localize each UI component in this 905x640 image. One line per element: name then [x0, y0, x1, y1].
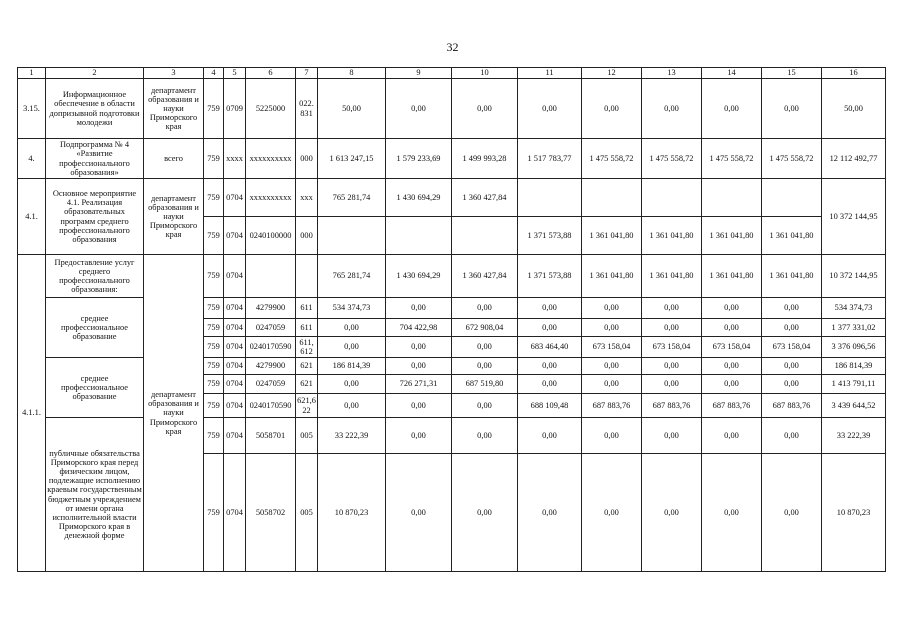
cell: 759 — [204, 337, 224, 358]
cell: 621 — [296, 358, 318, 375]
header-cell: 4 — [204, 68, 224, 79]
cell: 759 — [204, 454, 224, 572]
table-row — [18, 139, 886, 179]
cell: 534 374,73 — [318, 298, 386, 319]
cell: 0,00 — [642, 375, 702, 394]
cell: 1 361 041,80 — [762, 255, 822, 298]
cell: 0,00 — [452, 298, 518, 319]
cell: 611, 612 — [296, 337, 318, 358]
cell: 765 281,74 — [318, 179, 386, 217]
cell: 0,00 — [386, 298, 452, 319]
cell: 1 361 041,80 — [702, 255, 762, 298]
cell: 0,00 — [582, 298, 642, 319]
cell: 0,00 — [762, 358, 822, 375]
table-row — [18, 255, 886, 298]
cell: 0240170590 — [246, 337, 296, 358]
page-number: 32 — [446, 40, 459, 54]
header-cell: 11 — [518, 68, 582, 79]
cell: 0704 — [224, 394, 246, 418]
cell: 0,00 — [318, 319, 386, 337]
cell: 687 883,76 — [702, 394, 762, 418]
header-cell: 13 — [642, 68, 702, 79]
row-name: Основное мероприятие 4.1. Реализация образовательных программ среднего профессионального образования — [46, 179, 144, 255]
cell: 0,00 — [518, 298, 582, 319]
cell: 0,00 — [702, 375, 762, 394]
cell: 1 430 694,29 — [386, 179, 452, 217]
header-cell: 10 — [452, 68, 518, 79]
cell: 688 109,48 — [518, 394, 582, 418]
cell: 0,00 — [386, 394, 452, 418]
cell: 1 361 041,80 — [582, 217, 642, 255]
cell: 534 374,73 — [822, 298, 886, 319]
cell: 10 372 144,95 — [822, 255, 886, 298]
cell: 12 112 492,77 — [822, 139, 886, 179]
executor: департамент образования и науки Приморского края — [144, 79, 204, 139]
cell: 759 — [204, 139, 224, 179]
budget-table — [17, 67, 886, 572]
cell: 0,00 — [386, 418, 452, 454]
cell: 621,6 22 — [296, 394, 318, 418]
cell: 0,00 — [582, 375, 642, 394]
cell: 0,00 — [702, 319, 762, 337]
cell: 1 360 427,84 — [452, 255, 518, 298]
row-number: 3.15. — [18, 79, 46, 139]
header-cell: 14 — [702, 68, 762, 79]
row-name: Предоставление услуг среднего профессионального образования: — [46, 255, 144, 298]
cell: 0,00 — [318, 394, 386, 418]
cell — [702, 179, 762, 217]
cell: 0,00 — [318, 375, 386, 394]
cell: 3 439 644,52 — [822, 394, 886, 418]
cell: 0,00 — [452, 454, 518, 572]
cell: 726 271,31 — [386, 375, 452, 394]
cell: 687 883,76 — [762, 394, 822, 418]
cell: 759 — [204, 79, 224, 139]
row-number: 4.1.1. — [18, 255, 46, 572]
cell: 0709 — [224, 79, 246, 139]
cell: 1 475 558,72 — [582, 139, 642, 179]
cell: 0704 — [224, 298, 246, 319]
cell: 0,00 — [452, 79, 518, 139]
cell: 1 361 041,80 — [582, 255, 642, 298]
cell: 1 475 558,72 — [642, 139, 702, 179]
cell: 0,00 — [452, 394, 518, 418]
cell: 0,00 — [702, 79, 762, 139]
header-cell: 6 — [246, 68, 296, 79]
header-row — [18, 68, 886, 79]
cell: 759 — [204, 418, 224, 454]
cell: 0,00 — [642, 418, 702, 454]
cell: 0,00 — [582, 418, 642, 454]
cell: xxxx — [224, 139, 246, 179]
row-name: Информационное обеспечение в области допризывной подготовки молодежи — [46, 79, 144, 139]
executor: департамент образования и науки Приморского края — [144, 179, 204, 255]
cell: 5225000 — [246, 79, 296, 139]
cell: 0704 — [224, 179, 246, 217]
cell: 704 422,98 — [386, 319, 452, 337]
cell: 1 413 791,11 — [822, 375, 886, 394]
cell: xxx — [296, 179, 318, 217]
cell: 0,00 — [642, 79, 702, 139]
cell: 000 — [296, 217, 318, 255]
cell: 0,00 — [762, 298, 822, 319]
cell: 1 361 041,80 — [762, 217, 822, 255]
cell: 5058702 — [246, 454, 296, 572]
header-cell: 5 — [224, 68, 246, 79]
row-number: 4.1. — [18, 179, 46, 255]
cell: 1 371 573,88 — [518, 217, 582, 255]
cell: 1 517 783,77 — [518, 139, 582, 179]
table-row — [18, 179, 886, 217]
table-row — [18, 79, 886, 139]
cell: 0,00 — [518, 454, 582, 572]
cell: 0,00 — [762, 418, 822, 454]
cell — [318, 217, 386, 255]
cell: 683 464,40 — [518, 337, 582, 358]
cell: 0,00 — [762, 454, 822, 572]
cell: 4279900 — [246, 358, 296, 375]
cell: 0240100000 — [246, 217, 296, 255]
cell: 50,00 — [318, 79, 386, 139]
header-cell: 3 — [144, 68, 204, 79]
cell: 0,00 — [702, 418, 762, 454]
cell — [246, 255, 296, 298]
cell: 1 499 993,28 — [452, 139, 518, 179]
header-cell: 9 — [386, 68, 452, 79]
cell: 0,00 — [386, 358, 452, 375]
cell: 1 377 331,02 — [822, 319, 886, 337]
header-cell: 7 — [296, 68, 318, 79]
cell: 1 579 233,69 — [386, 139, 452, 179]
header-cell: 1 — [18, 68, 46, 79]
row-name: среднее профессиональное образование — [46, 358, 144, 418]
cell: xxxxxxxxxx — [246, 139, 296, 179]
cell: 1 371 573,88 — [518, 255, 582, 298]
executor: департамент образования и науки Приморского края — [144, 255, 204, 572]
cell: 0704 — [224, 319, 246, 337]
header-cell: 8 — [318, 68, 386, 79]
cell: 3 376 096,56 — [822, 337, 886, 358]
cell: 687 519,80 — [452, 375, 518, 394]
cell: 50,00 — [822, 79, 886, 139]
cell — [642, 179, 702, 217]
cell: 0247059 — [246, 375, 296, 394]
row-name: Подпрограмма № 4 «Развитие профессионального образования» — [46, 139, 144, 179]
cell: 0240170590 — [246, 394, 296, 418]
cell: 0704 — [224, 217, 246, 255]
cell — [762, 179, 822, 217]
cell: 0704 — [224, 454, 246, 572]
cell — [386, 217, 452, 255]
cell — [296, 255, 318, 298]
cell: 0,00 — [582, 454, 642, 572]
cell: 0,00 — [318, 337, 386, 358]
cell: 0704 — [224, 418, 246, 454]
cell: 1 361 041,80 — [642, 255, 702, 298]
cell: 10 870,23 — [822, 454, 886, 572]
cell: 0,00 — [762, 79, 822, 139]
cell: 759 — [204, 394, 224, 418]
cell: 621 — [296, 375, 318, 394]
cell: 005 — [296, 454, 318, 572]
cell: 1 475 558,72 — [762, 139, 822, 179]
cell: 1 360 427,84 — [452, 179, 518, 217]
cell: 759 — [204, 358, 224, 375]
header-cell: 12 — [582, 68, 642, 79]
cell: 10 870,23 — [318, 454, 386, 572]
cell: 0,00 — [702, 358, 762, 375]
cell: 611 — [296, 298, 318, 319]
cell: 687 883,76 — [642, 394, 702, 418]
cell: 0704 — [224, 358, 246, 375]
cell: 0,00 — [582, 319, 642, 337]
cell: 673 158,04 — [642, 337, 702, 358]
cell: 673 158,04 — [582, 337, 642, 358]
cell: 33 222,39 — [318, 418, 386, 454]
cell: 1 430 694,29 — [386, 255, 452, 298]
cell: 759 — [204, 217, 224, 255]
cell: 0,00 — [386, 79, 452, 139]
cell: 765 281,74 — [318, 255, 386, 298]
cell: 10 372 144,95 — [822, 179, 886, 255]
cell: 1 613 247,15 — [318, 139, 386, 179]
cell: 759 — [204, 255, 224, 298]
cell: 672 908,04 — [452, 319, 518, 337]
cell: 186 814,39 — [318, 358, 386, 375]
cell: 0,00 — [642, 454, 702, 572]
cell: 1 475 558,72 — [702, 139, 762, 179]
cell: 0,00 — [642, 319, 702, 337]
cell: 4279900 — [246, 298, 296, 319]
cell: 0,00 — [762, 319, 822, 337]
executor: всего — [144, 139, 204, 179]
cell: 0,00 — [518, 375, 582, 394]
cell: 0,00 — [642, 298, 702, 319]
cell: 759 — [204, 375, 224, 394]
cell — [518, 179, 582, 217]
cell: 5058701 — [246, 418, 296, 454]
cell: 0,00 — [518, 319, 582, 337]
cell: 0704 — [224, 375, 246, 394]
cell: 0704 — [224, 255, 246, 298]
row-name: публичные обязательства Приморского края перед физическим лицом, подлежащие исполнению краевым государственным бюджетным учреждением от имени органа исполнительной власти Приморского края в денежной форме — [46, 418, 144, 572]
cell: 687 883,76 — [582, 394, 642, 418]
cell: 0,00 — [582, 79, 642, 139]
cell: 33 222,39 — [822, 418, 886, 454]
cell — [452, 217, 518, 255]
cell: 1 361 041,80 — [642, 217, 702, 255]
row-number: 4. — [18, 139, 46, 179]
cell: xxxxxxxxxx — [246, 179, 296, 217]
cell: 673 158,04 — [702, 337, 762, 358]
cell: 759 — [204, 179, 224, 217]
cell: 022. 831 — [296, 79, 318, 139]
cell: 673 158,04 — [762, 337, 822, 358]
cell: 0,00 — [452, 418, 518, 454]
cell: 186 814,39 — [822, 358, 886, 375]
header-cell: 2 — [46, 68, 144, 79]
cell: 0704 — [224, 337, 246, 358]
header-cell: 16 — [822, 68, 886, 79]
cell: 0,00 — [582, 358, 642, 375]
cell: 0,00 — [702, 454, 762, 572]
cell: 759 — [204, 298, 224, 319]
cell: 0,00 — [386, 454, 452, 572]
cell: 0,00 — [452, 337, 518, 358]
cell: 611 — [296, 319, 318, 337]
cell: 005 — [296, 418, 318, 454]
cell: 0,00 — [518, 418, 582, 454]
cell: 759 — [204, 319, 224, 337]
cell: 0,00 — [386, 337, 452, 358]
cell: 0,00 — [518, 79, 582, 139]
cell — [582, 179, 642, 217]
cell: 0,00 — [452, 358, 518, 375]
cell: 0,00 — [642, 358, 702, 375]
header-cell: 15 — [762, 68, 822, 79]
cell: 0,00 — [518, 358, 582, 375]
cell: 0,00 — [702, 298, 762, 319]
cell: 0,00 — [762, 375, 822, 394]
cell: 1 361 041,80 — [702, 217, 762, 255]
cell: 000 — [296, 139, 318, 179]
row-name: среднее профессиональное образование — [46, 298, 144, 358]
cell: 0247059 — [246, 319, 296, 337]
